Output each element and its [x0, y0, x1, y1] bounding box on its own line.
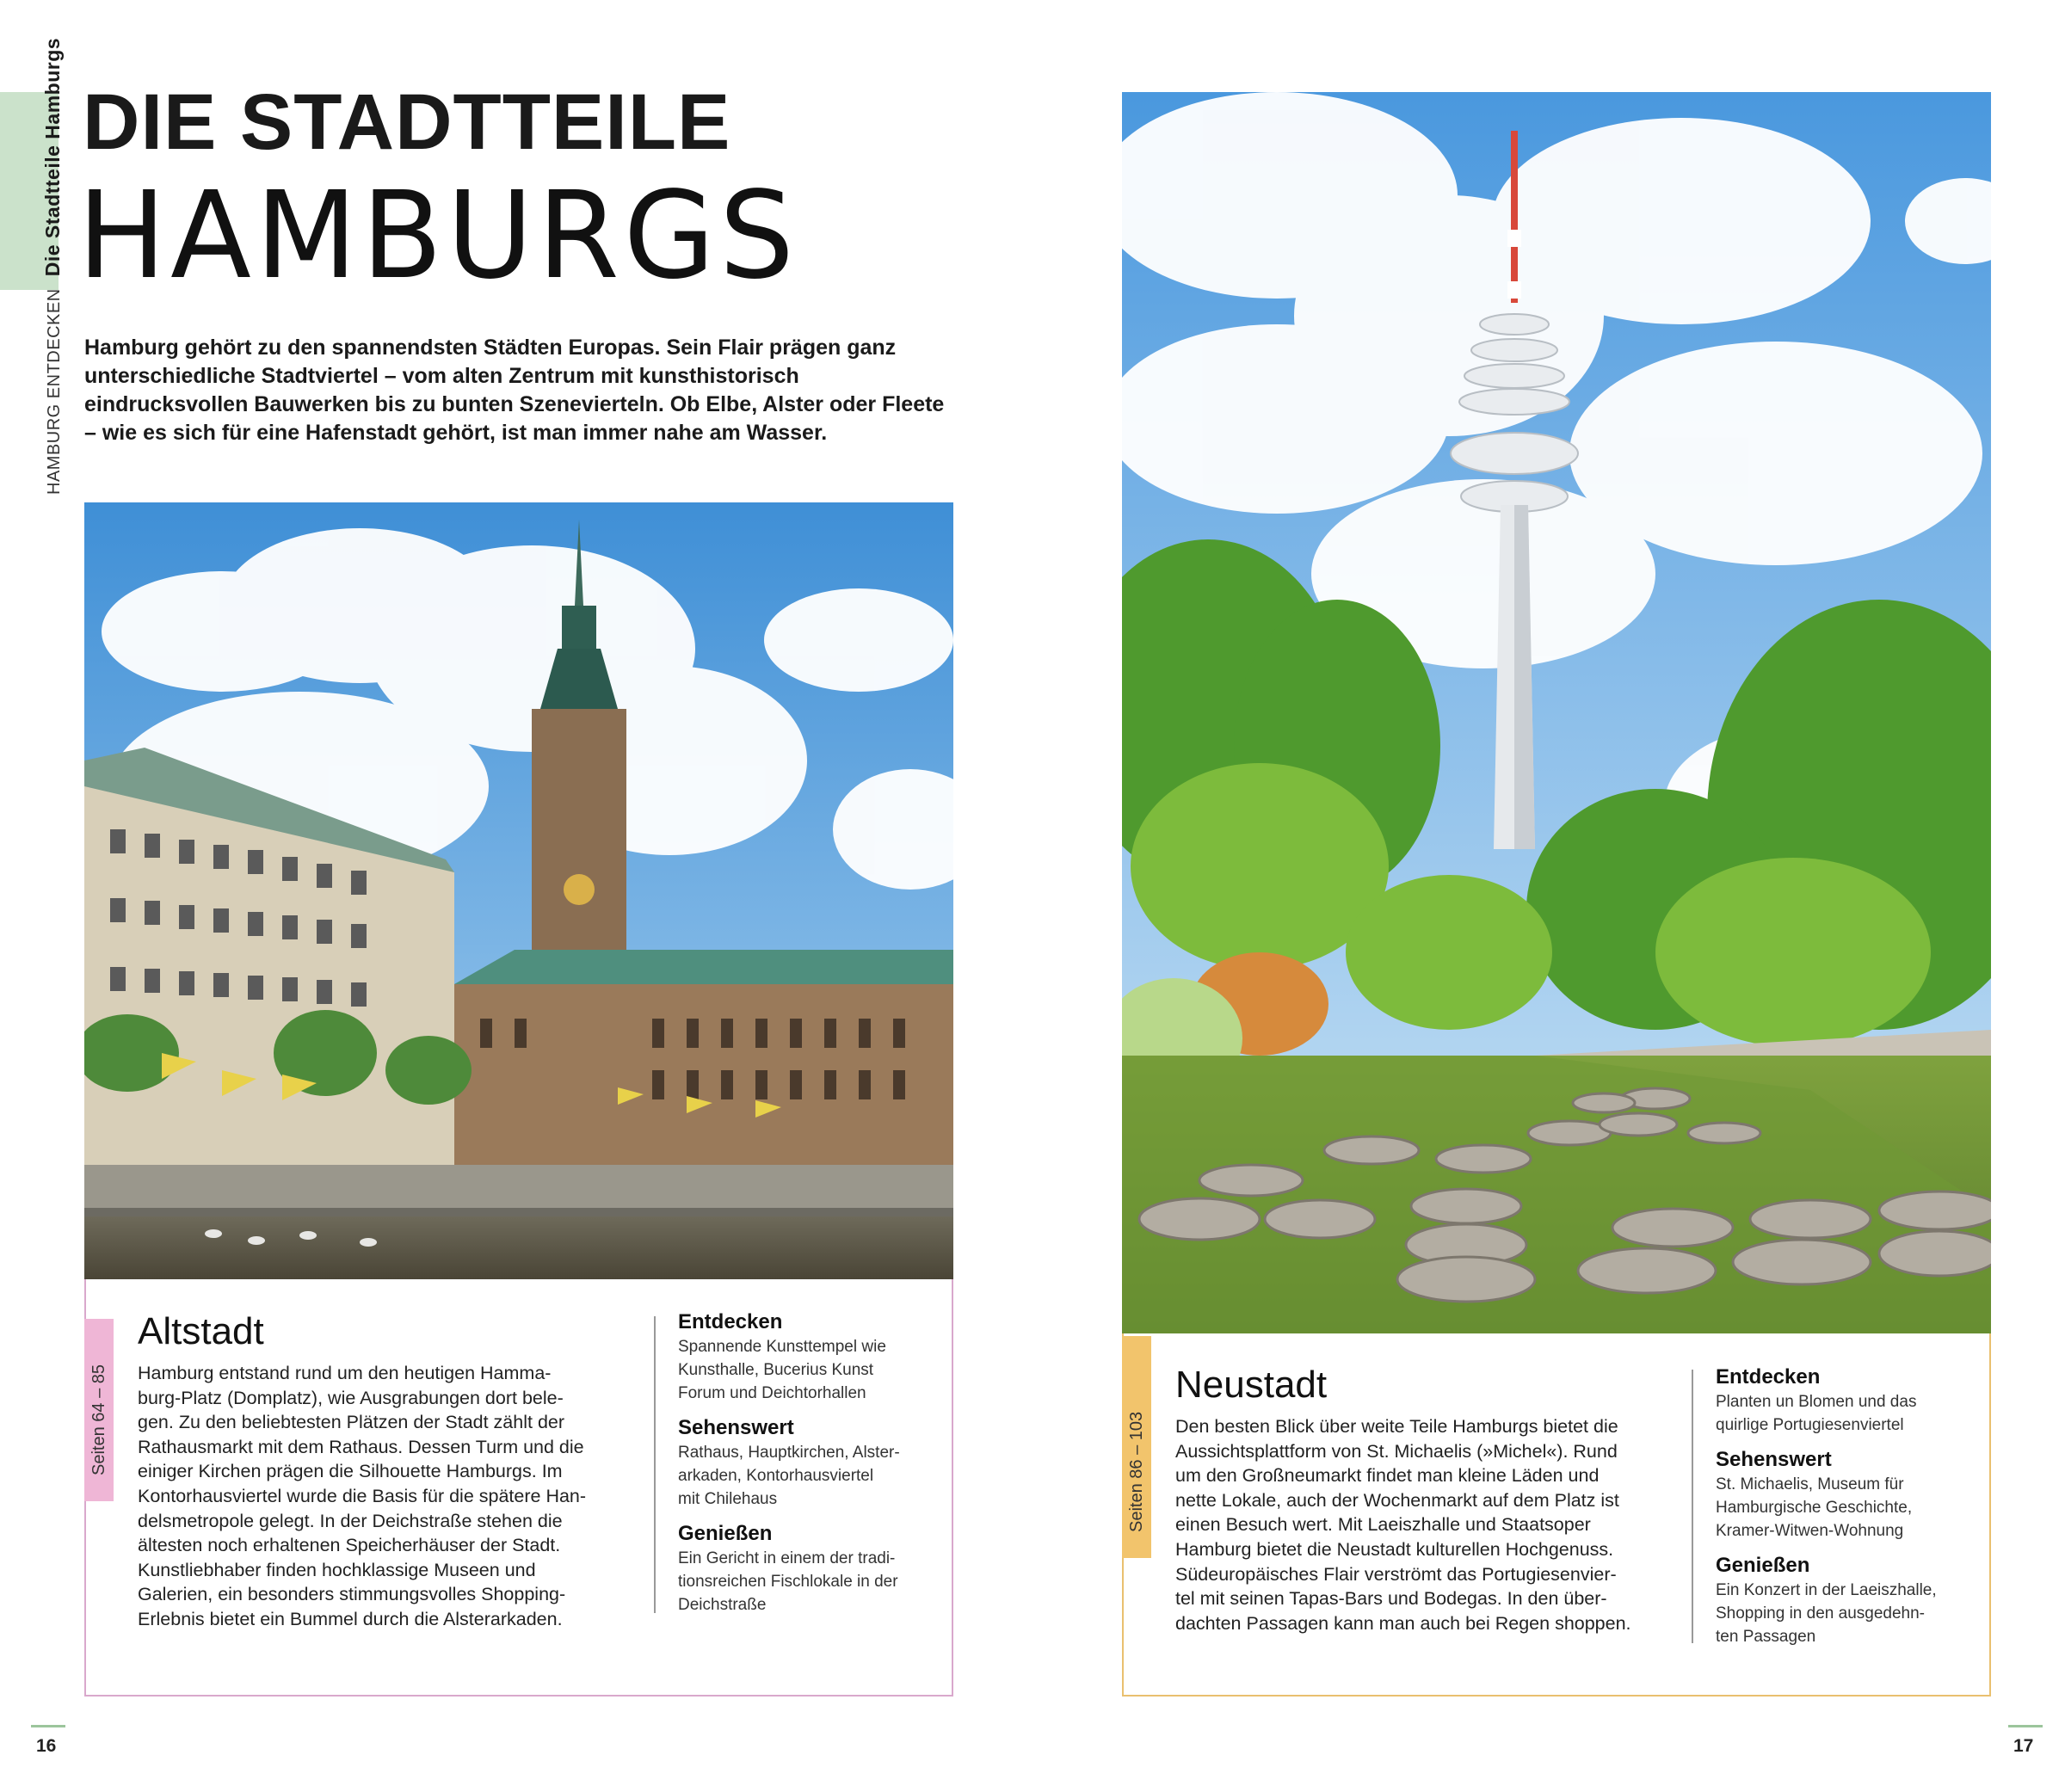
sidebar-line: Rathaus, Hauptkirchen, Alster- — [678, 1444, 900, 1462]
altstadt-sehenswert-text — [678, 1441, 945, 1511]
altstadt-body-line: Hamburg entstand rund um den heutigen Hamma- — [138, 1363, 552, 1383]
neustadt-page-range: Seiten 86 – 103 — [1127, 1411, 1146, 1532]
sidebar-line: Kunsthalle, Bucerius Kunst — [678, 1361, 874, 1379]
neustadt-body-line: Südeuropäisches Flair verströmt das Portugiesenvier- — [1175, 1563, 1617, 1585]
neustadt-sidebar — [1716, 1364, 1982, 1659]
neustadt-sehenswert-head: Sehenswert — [1716, 1448, 1832, 1471]
altstadt-body-line: Rathausmarkt mit dem Rathaus. Dessen Turm und die — [138, 1436, 584, 1457]
altstadt-body-line: delsmetropole gelegt. In der Deichstraße stehen die — [138, 1510, 563, 1531]
sidebar-line: Ein Konzert in der Laeiszhalle, — [1716, 1581, 1937, 1599]
page-title-line1: DIE STADTTEILE — [83, 78, 731, 166]
sidebar-line: Deichstraße — [678, 1596, 767, 1614]
altstadt-body — [138, 1361, 654, 1632]
sidebar-line: Shopping in den ausgedehn- — [1716, 1604, 1925, 1623]
neustadt-body-line: Aussichtsplattform von St. Michaelis (»Michel«). Rund — [1175, 1440, 1618, 1462]
intro-paragraph: Hamburg gehört zu den spannendsten Städten Europas. Sein Flair prägen ganz unterschiedliche Stadtviertel – vom alten Zentrum mit kunsthistorisch eindrucksvollen Bauwerken bis zu bunten Szenevierteln. Ob Elbe, Alster oder Fleete – wie es sich für eine Hafenstadt gehört, ist man immer nahe am Wasser. — [84, 336, 945, 445]
neustadt-geniessen-text — [1716, 1579, 1982, 1648]
neustadt-body — [1175, 1414, 1692, 1635]
altstadt-page-tab — [84, 1319, 114, 1501]
sidebar-line: Hamburgische Geschichte, — [1716, 1499, 1913, 1517]
altstadt-body-line: burg-Platz (Domplatz), wie Ausgrabungen dort bele- — [138, 1387, 564, 1408]
page-title-line2-text: HAMBURGS — [77, 166, 798, 306]
neustadt-body-line: um den Großneumarkt findet man kleine Läden und — [1175, 1465, 1600, 1487]
altstadt-geniessen-head: Genießen — [678, 1522, 773, 1545]
altstadt-heading: Altstadt — [138, 1310, 264, 1352]
sidebar-line: Kramer-Witwen-Wohnung — [1716, 1522, 1904, 1540]
sidebar-line: tionsreichen Fischlokale in der — [678, 1573, 898, 1591]
page-title-line2 — [77, 166, 798, 306]
altstadt-sidebar — [678, 1309, 945, 1627]
tv-tower-park-photo — [1122, 92, 1991, 1333]
neustadt-heading: Neustadt — [1175, 1364, 1328, 1406]
sidebar-line: Spannende Kunsttempel wie — [678, 1338, 886, 1356]
neustadt-entdecken-text — [1716, 1390, 1982, 1437]
sidebar-line: ten Passagen — [1716, 1628, 1816, 1646]
altstadt-geniessen-text — [678, 1547, 945, 1616]
altstadt-body-line: ältesten noch erhaltenen Speicherhäuser der Stadt. — [138, 1535, 561, 1556]
sidebar-line: Forum und Deichtorhallen — [678, 1384, 866, 1402]
altstadt-body-line: Kunstliebhaber finden hochklassige Museen und — [138, 1559, 536, 1580]
running-header-section: HAMBURG ENTDECKEN — [45, 288, 64, 495]
neustadt-geniessen-head: Genießen — [1716, 1554, 1810, 1577]
altstadt-divider — [654, 1316, 656, 1613]
neustadt-body-line: tel mit seinen Tapas-Bars und Bodegas. In den über- — [1175, 1588, 1607, 1610]
page-number-right: 17 — [2013, 1736, 2034, 1756]
page-number-left: 16 — [36, 1736, 57, 1756]
altstadt-sehenswert-head: Sehenswert — [678, 1416, 794, 1439]
neustadt-body-line: dachten Passagen kann man auch bei Regen shoppen. — [1175, 1612, 1631, 1634]
neustadt-body-line: Den besten Blick über weite Teile Hamburgs bietet die — [1175, 1416, 1618, 1437]
running-header — [41, 38, 65, 495]
page-number-mark-right — [2008, 1725, 2043, 1727]
neustadt-body-line: Hamburg bietet die Neustadt kulturellen Hochgenuss. — [1175, 1538, 1614, 1560]
tv-tower-illustration — [1122, 92, 1991, 1333]
neustadt-body-line: einen Besuch wert. Mit Laeiszhalle und Staatsoper — [1175, 1514, 1591, 1536]
running-header-chapter: Die Stadtteile Hamburgs — [41, 37, 64, 277]
altstadt-body-line: gen. Zu den beliebtesten Plätzen der Stadt zählt der — [138, 1412, 565, 1433]
sidebar-line: Ein Gericht in einem der tradi- — [678, 1549, 896, 1567]
rathaus-illustration — [84, 502, 953, 1279]
altstadt-body-line: Kontorhausviertel wurde die Basis für die spätere Han- — [138, 1485, 587, 1506]
neustadt-sehenswert-text — [1716, 1473, 1982, 1543]
page-number-mark-left — [31, 1725, 65, 1727]
altstadt-entdecken-head: Entdecken — [678, 1310, 783, 1333]
neustadt-page-tab — [1122, 1336, 1151, 1558]
neustadt-divider — [1692, 1370, 1693, 1643]
sidebar-line: arkaden, Kontorhausviertel — [678, 1467, 874, 1485]
neustadt-body-line: nette Lokale, auch der Wochenmarkt auf dem Platz ist — [1175, 1489, 1619, 1511]
altstadt-entdecken-text — [678, 1335, 945, 1405]
sidebar-line: Planten un Blomen und das — [1716, 1393, 1917, 1411]
sidebar-line: St. Michaelis, Museum für — [1716, 1475, 1904, 1493]
altstadt-body-line: einiger Kirchen prägen die Silhouette Hamburgs. Im — [138, 1461, 563, 1482]
altstadt-body-line: Erlebnis bietet ein Bummel durch die Alsterarkaden. — [138, 1608, 563, 1629]
altstadt-body-line: Galerien, ein besonders stimmungsvolles Shopping- — [138, 1584, 566, 1605]
sidebar-line: mit Chilehaus — [678, 1490, 778, 1508]
altstadt-page-range: Seiten 64 – 85 — [89, 1364, 108, 1475]
sidebar-line: quirlige Portugiesenviertel — [1716, 1416, 1904, 1434]
neustadt-entdecken-head: Entdecken — [1716, 1365, 1821, 1389]
rathaus-photo — [84, 502, 953, 1279]
